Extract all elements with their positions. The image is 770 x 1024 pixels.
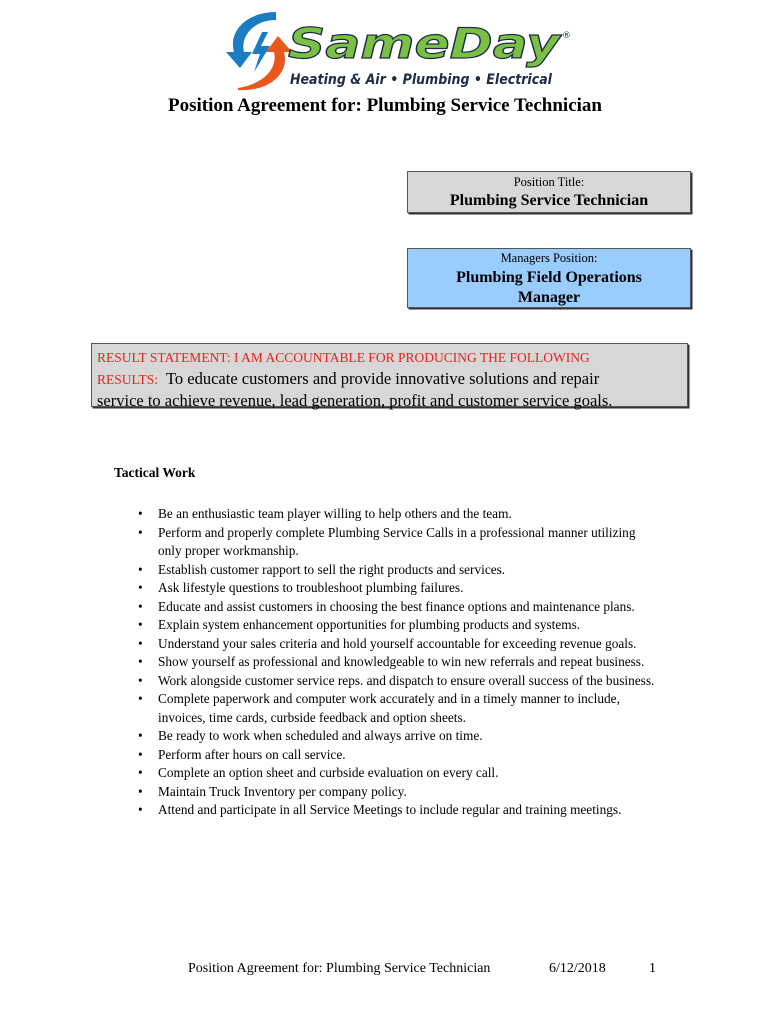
logo-tagline: Heating & Air • Plumbing • Electrical (290, 72, 553, 88)
managers-position-label: Managers Position: (500, 251, 598, 265)
managers-position-line1: Plumbing Field Operations (456, 269, 642, 286)
list-item: • Attend and participate in all Service Meetings to include regular and training meetings. (158, 801, 658, 820)
document-title: Position Agreement for: Plumbing Service Technician (168, 95, 602, 116)
list-item: • Perform and properly complete Plumbing Service Calls in a professional manner utilizing only proper workmanship. (158, 524, 658, 561)
list-item: • Show yourself as professional and knowledgeable to win new referrals and repeat business. (158, 653, 658, 672)
tactical-work-list (158, 505, 658, 820)
result-text-line1: To educate customers and provide innovative solutions and repair (165, 369, 600, 388)
list-item: • Work alongside customer service reps. and dispatch to ensure overall success of the business. (158, 672, 658, 691)
position-title-box (407, 171, 691, 213)
position-title-value: Plumbing Service Technician (449, 192, 649, 209)
company-logo (198, 8, 578, 92)
result-statement-heading-line1: RESULT STATEMENT: I AM ACCOUNTABLE FOR PRODUCING THE FOLLOWING (97, 350, 590, 365)
list-item: • Establish customer rapport to sell the right products and services. (158, 561, 658, 580)
footer-page-number: 1 (649, 961, 656, 976)
tactical-work-heading: Tactical Work (114, 465, 196, 480)
list-item: • Complete paperwork and computer work accurately and in a timely manner to include, invoices, time cards, curbside feedback and option sheets. (158, 690, 658, 727)
result-statement-box (91, 343, 688, 410)
list-item: • Perform after hours on call service. (158, 746, 658, 765)
list-item: • Understand your sales criteria and hold yourself accountable for exceeding revenue goals. (158, 635, 658, 654)
managers-position-value (408, 268, 690, 308)
list-item: • Educate and assist customers in choosing the best finance options and maintenance plans. (158, 598, 658, 617)
list-item: • Complete an option sheet and curbside evaluation on every call. (158, 764, 658, 783)
list-item: • Be ready to work when scheduled and always arrive on time. (158, 727, 658, 746)
list-item: • Be an enthusiastic team player willing to help others and the team. (158, 505, 658, 524)
logo-brand-text: SameDay (288, 19, 562, 68)
result-text-line2: service to achieve revenue, lead generation, profit and customer service goals. (97, 391, 613, 410)
list-item: • Maintain Truck Inventory per company policy. (158, 783, 658, 802)
footer-title: Position Agreement for: Plumbing Service Technician (188, 961, 491, 976)
list-item: • Ask lifestyle questions to troubleshoot plumbing failures. (158, 579, 658, 598)
managers-position-box (407, 248, 691, 308)
managers-position-line2: Manager (517, 289, 581, 306)
sameday-logo-graphic (198, 8, 578, 92)
registered-mark: ® (562, 31, 571, 41)
orange-swoosh-icon (238, 36, 292, 90)
blue-swoosh-icon (226, 12, 276, 68)
position-title-label: Position Title: (513, 175, 585, 189)
footer-date: 6/12/2018 (549, 961, 606, 976)
result-statement-text (97, 346, 687, 411)
list-item: • Explain system enhancement opportunities for plumbing products and systems. (158, 616, 658, 635)
result-statement-heading-line2: RESULTS: (97, 372, 159, 387)
page-footer (0, 959, 770, 979)
